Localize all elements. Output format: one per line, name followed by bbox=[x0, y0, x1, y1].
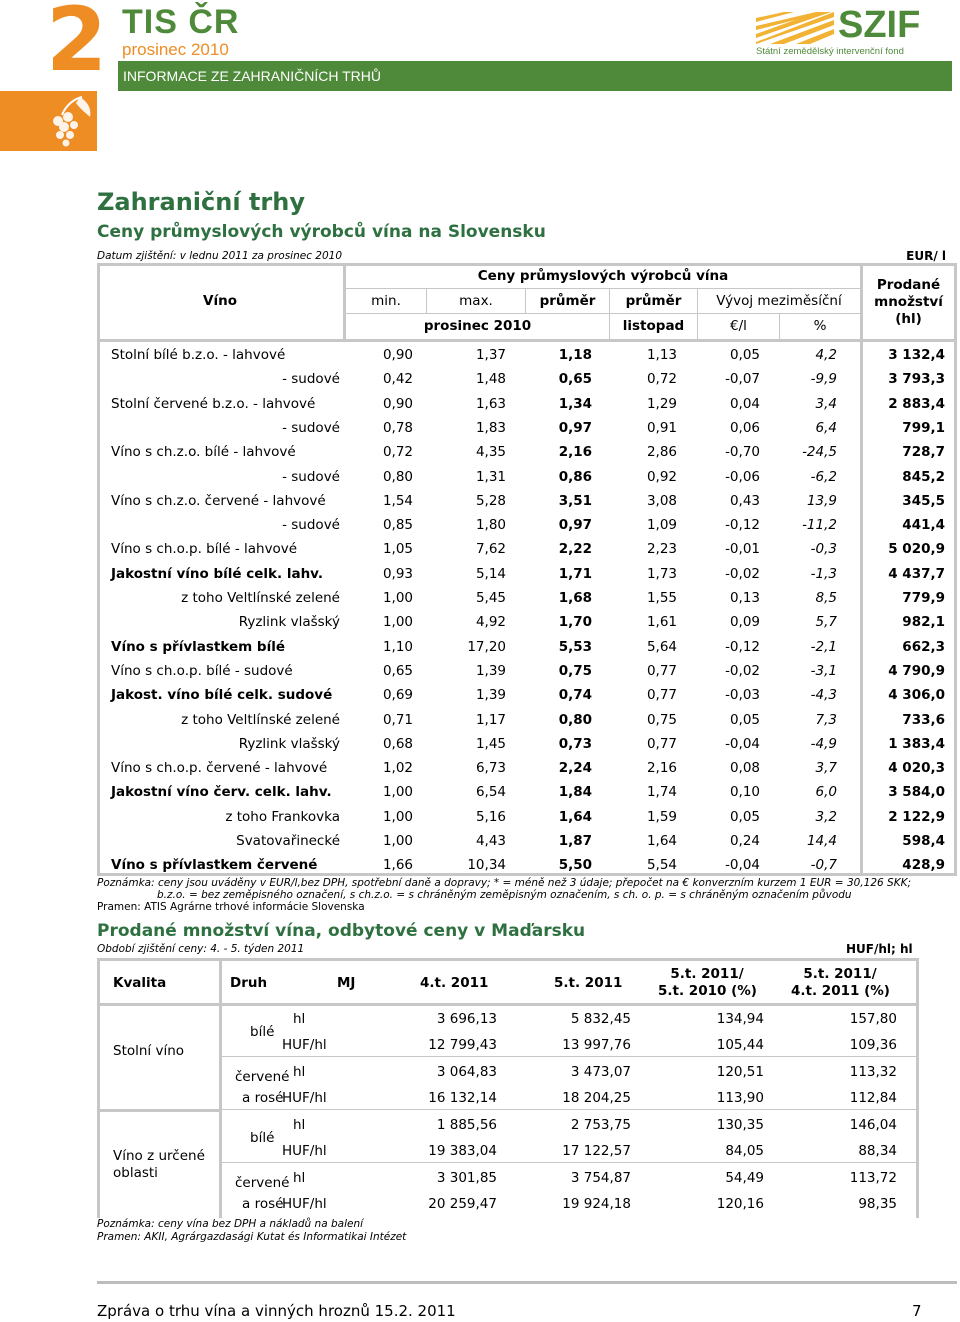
cell-d-eur: -0,12 bbox=[725, 638, 760, 655]
cell-qty: 2 122,9 bbox=[888, 808, 945, 825]
t2-header-week4: 4.t. 2011 bbox=[420, 975, 489, 991]
cell-min: 1,00 bbox=[382, 614, 413, 631]
cell-avg: 1,84 bbox=[558, 784, 592, 801]
cell-d-pct: -9,9 bbox=[810, 371, 837, 388]
cell-w5: 3 473,07 bbox=[570, 1064, 631, 1080]
cell-avg: 3,51 bbox=[558, 492, 592, 509]
cell-d-eur: 0,10 bbox=[729, 784, 760, 801]
cell-r1: 120,51 bbox=[716, 1064, 764, 1080]
cell-qty: 3 793,3 bbox=[888, 371, 945, 388]
cell-avg: 0,80 bbox=[558, 711, 592, 728]
cell-max: 4,92 bbox=[475, 614, 506, 631]
cell-d-pct: 8,5 bbox=[815, 590, 837, 606]
cell-min: 0,93 bbox=[382, 565, 413, 582]
cell-qty: 3 584,0 bbox=[888, 784, 945, 801]
table2-source: Pramen: AKII, Agrárgazdasági Kutat és Informatikai Intézet bbox=[97, 1231, 407, 1243]
cell-r2: 88,34 bbox=[858, 1143, 897, 1159]
cell-avg: 1,18 bbox=[558, 347, 592, 363]
cell-w4: 3 696,13 bbox=[436, 1011, 497, 1027]
cell-d-pct: -6,2 bbox=[810, 468, 837, 485]
cell-qty: 4 306,0 bbox=[888, 687, 945, 704]
cell-prev: 1,13 bbox=[646, 347, 677, 363]
cell-mj: hl bbox=[293, 1064, 306, 1080]
cell-prev: 1,73 bbox=[646, 565, 677, 582]
cell-w4: 19 383,04 bbox=[428, 1143, 497, 1159]
t2-type-white-2: bílé bbox=[250, 1130, 275, 1146]
cell-w4: 3 301,85 bbox=[436, 1170, 497, 1186]
cell-r2: 113,72 bbox=[849, 1170, 897, 1186]
column-header-eur: €/l bbox=[730, 318, 747, 334]
cell-avg: 2,22 bbox=[558, 541, 592, 558]
row-label: Víno s ch.o.p. červené - lahvové bbox=[111, 760, 328, 777]
cell-max: 6,54 bbox=[475, 784, 506, 801]
cell-d-pct: 3,4 bbox=[815, 395, 837, 412]
cell-d-eur: 0,24 bbox=[729, 833, 760, 849]
cell-qty: 728,7 bbox=[902, 444, 945, 461]
t2-header-quality: Kvalita bbox=[113, 975, 167, 991]
footer-divider bbox=[97, 1281, 957, 1284]
table1-note-1: Poznámka: ceny jsou uváděny v EUR/l,bez DPH, spotřební daně a dopravy; * = méně než 3 údaje; přepočet na € konverzním kurzem 1 EUR = 30,126 SKK; bbox=[97, 877, 911, 889]
cell-d-eur: -0,01 bbox=[725, 541, 760, 558]
cell-d-pct: -0,7 bbox=[810, 857, 837, 874]
cell-w5: 19 924,18 bbox=[562, 1196, 631, 1212]
cell-min: 1,00 bbox=[382, 833, 413, 849]
cell-r1: 84,05 bbox=[725, 1143, 764, 1159]
cell-max: 1,80 bbox=[475, 517, 506, 534]
cell-prev: 2,23 bbox=[646, 541, 677, 558]
t2-type-red-2: červené bbox=[235, 1175, 290, 1191]
cell-max: 1,45 bbox=[475, 735, 506, 752]
cell-min: 1,02 bbox=[382, 760, 413, 777]
cell-w4: 1 885,56 bbox=[436, 1117, 497, 1133]
column-header-pct: % bbox=[813, 318, 827, 334]
cell-d-eur: 0,05 bbox=[729, 808, 760, 825]
cell-max: 1,37 bbox=[475, 347, 506, 363]
cell-avg: 1,34 bbox=[558, 395, 592, 412]
column-header-quantity: Prodané množství (hl) bbox=[874, 277, 943, 327]
cell-w4: 3 064,83 bbox=[436, 1064, 497, 1080]
column-header-wine: Víno bbox=[203, 293, 237, 309]
cell-qty: 345,5 bbox=[902, 492, 945, 509]
cell-max: 1,83 bbox=[475, 419, 506, 436]
cell-qty: 4 020,3 bbox=[888, 760, 945, 777]
cell-min: 0,80 bbox=[382, 468, 413, 485]
cell-max: 1,63 bbox=[475, 395, 506, 412]
row-label: Svatovařinecké bbox=[236, 833, 340, 849]
cell-w5: 5 832,45 bbox=[570, 1011, 631, 1027]
table2-unit: HUF/hl; hl bbox=[846, 942, 913, 956]
cell-min: 1,00 bbox=[382, 590, 413, 606]
row-label: Jakost. víno bílé celk. sudové bbox=[111, 687, 333, 704]
cell-mj: HUF/hl bbox=[282, 1143, 327, 1159]
t2-header-ratio1-a: 5.t. 2011/ bbox=[670, 966, 744, 982]
cell-d-eur: 0,04 bbox=[729, 395, 760, 412]
cell-avg: 1,68 bbox=[558, 590, 592, 606]
row-label: - sudové bbox=[282, 419, 340, 436]
cell-d-eur: 0,13 bbox=[729, 590, 760, 606]
cell-min: 1,05 bbox=[382, 541, 413, 558]
cell-d-eur: 0,05 bbox=[729, 347, 760, 363]
cell-prev: 3,08 bbox=[646, 492, 677, 509]
cell-qty: 4 790,9 bbox=[888, 662, 945, 679]
t2-quality-table-wine: Stolní víno bbox=[113, 1043, 185, 1059]
cell-min: 0,90 bbox=[382, 395, 413, 412]
cell-r2: 112,84 bbox=[849, 1090, 897, 1106]
column-header-min: min. bbox=[371, 293, 401, 309]
cell-avg: 1,64 bbox=[558, 808, 592, 825]
cell-qty: 4 437,7 bbox=[888, 565, 945, 582]
t2-header-week5: 5.t. 2011 bbox=[554, 975, 623, 991]
row-label: Víno s ch.o.p. bílé - sudové bbox=[111, 662, 293, 679]
cell-max: 1,39 bbox=[475, 687, 506, 704]
cell-prev: 0,77 bbox=[646, 662, 677, 679]
cell-qty: 5 020,9 bbox=[888, 541, 945, 558]
cell-d-pct: -0,3 bbox=[810, 541, 837, 558]
cell-w5: 2 753,75 bbox=[570, 1117, 631, 1133]
cell-r1: 120,16 bbox=[716, 1196, 764, 1212]
header-band bbox=[118, 61, 952, 91]
t2-quality-region-wine-2: oblasti bbox=[113, 1165, 158, 1181]
cell-r2: 98,35 bbox=[858, 1196, 897, 1212]
cell-prev: 0,75 bbox=[646, 711, 677, 728]
cell-min: 0,72 bbox=[382, 444, 413, 461]
cell-min: 1,00 bbox=[382, 784, 413, 801]
cell-prev: 1,29 bbox=[646, 395, 677, 412]
cell-max: 6,73 bbox=[475, 760, 506, 777]
row-label: Ryzlink vlašský bbox=[238, 614, 340, 631]
cell-avg: 5,53 bbox=[558, 638, 592, 655]
t2-type-rose-2: a rosé bbox=[242, 1196, 284, 1212]
row-label: Víno s přívlastkem bílé bbox=[111, 638, 285, 655]
szif-stripes-icon bbox=[756, 12, 834, 44]
cell-qty: 3 132,4 bbox=[888, 347, 945, 363]
cell-mj: HUF/hl bbox=[282, 1090, 327, 1106]
table2-title: Prodané množství vína, odbytové ceny v Maďarsku bbox=[97, 921, 586, 941]
cell-w5: 13 997,76 bbox=[562, 1037, 631, 1053]
row-label: - sudové bbox=[282, 371, 340, 388]
cell-d-pct: 3,7 bbox=[815, 760, 837, 777]
cell-max: 10,34 bbox=[467, 857, 506, 874]
cell-mj: hl bbox=[293, 1170, 306, 1186]
cell-w5: 3 754,87 bbox=[570, 1170, 631, 1186]
cell-max: 1,31 bbox=[475, 468, 506, 485]
cell-prev: 5,64 bbox=[646, 638, 677, 655]
publication-name: TIS ČR bbox=[122, 3, 240, 41]
cell-min: 0,71 bbox=[382, 711, 413, 728]
row-label: Stolní bílé b.z.o. - lahvové bbox=[111, 347, 286, 363]
cell-d-pct: -24,5 bbox=[802, 444, 837, 461]
cell-avg: 1,70 bbox=[558, 614, 592, 631]
cell-qty: 982,1 bbox=[902, 614, 945, 631]
cell-r1: 130,35 bbox=[716, 1117, 764, 1133]
cell-prev: 0,91 bbox=[646, 419, 677, 436]
cell-avg: 0,97 bbox=[558, 419, 592, 436]
row-label: Ryzlink vlašský bbox=[238, 735, 340, 752]
cell-mj: HUF/hl bbox=[282, 1196, 327, 1212]
cell-qty: 1 383,4 bbox=[888, 735, 945, 752]
cell-d-pct: 6,0 bbox=[815, 784, 837, 801]
cell-r1: 105,44 bbox=[716, 1037, 764, 1053]
cell-qty: 441,4 bbox=[902, 517, 945, 534]
cell-min: 0,85 bbox=[382, 517, 413, 534]
cell-avg: 2,16 bbox=[558, 444, 592, 461]
t2-header-ratio2-a: 5.t. 2011/ bbox=[803, 966, 877, 982]
column-group-header: Ceny průmyslových výrobců vína bbox=[477, 268, 729, 284]
table1-note-2: b.z.o. = bez zeměpisného označení, s ch.z.o. = s chráněným zeměpisným označením, s ch. o. p. = s chráněným označením původu bbox=[157, 889, 852, 901]
cell-mj: hl bbox=[293, 1011, 306, 1027]
row-label: z toho Veltlínské zelené bbox=[181, 711, 340, 728]
row-label: Víno s ch.o.p. bílé - lahvové bbox=[111, 541, 298, 558]
cell-w4: 12 799,43 bbox=[428, 1037, 497, 1053]
cell-d-eur: -0,70 bbox=[725, 444, 760, 461]
cell-max: 7,62 bbox=[475, 541, 506, 558]
column-header-average: průměr bbox=[539, 293, 596, 309]
t2-type-red-1: červené bbox=[235, 1069, 290, 1085]
cell-prev: 0,92 bbox=[646, 468, 677, 485]
header-band-text: INFORMACE ZE ZAHRANIČNÍCH TRHŮ bbox=[123, 68, 381, 84]
hungary-wine-sales-table bbox=[97, 958, 919, 1218]
cell-w5: 18 204,25 bbox=[562, 1090, 631, 1106]
cell-min: 1,10 bbox=[382, 638, 413, 655]
cell-d-pct: 3,2 bbox=[815, 808, 837, 825]
cell-avg: 0,65 bbox=[558, 371, 592, 388]
cell-prev: 1,64 bbox=[646, 833, 677, 849]
cell-d-eur: -0,02 bbox=[725, 662, 760, 679]
column-header-average-prev: průměr bbox=[625, 293, 682, 309]
cell-r1: 134,94 bbox=[716, 1011, 764, 1027]
cell-max: 1,39 bbox=[475, 662, 506, 679]
cell-d-eur: -0,12 bbox=[725, 517, 760, 534]
cell-max: 5,28 bbox=[475, 492, 506, 509]
cell-max: 1,48 bbox=[475, 371, 506, 388]
cell-qty: 845,2 bbox=[902, 468, 945, 485]
cell-min: 0,42 bbox=[382, 371, 413, 388]
column-header-change: Vývoj meziměsíční bbox=[716, 293, 842, 309]
cell-avg: 5,50 bbox=[558, 857, 592, 874]
cell-d-pct: 13,9 bbox=[806, 492, 837, 509]
cell-d-eur: -0,03 bbox=[725, 687, 760, 704]
cell-d-pct: -11,2 bbox=[802, 517, 837, 534]
cell-min: 0,90 bbox=[382, 347, 413, 363]
cell-r2: 113,32 bbox=[849, 1064, 897, 1080]
cell-min: 1,66 bbox=[382, 857, 413, 874]
cell-mj: HUF/hl bbox=[282, 1037, 327, 1053]
row-label: - sudové bbox=[282, 468, 340, 485]
cell-d-pct: 7,3 bbox=[815, 711, 837, 728]
cell-prev: 1,74 bbox=[646, 784, 677, 801]
cell-d-pct: -3,1 bbox=[810, 662, 837, 679]
cell-min: 1,54 bbox=[382, 492, 413, 509]
t2-quality-region-wine: Víno z určené bbox=[113, 1148, 205, 1164]
row-label: z toho Frankovka bbox=[225, 808, 340, 825]
cell-max: 17,20 bbox=[467, 638, 506, 655]
cell-w5: 17 122,57 bbox=[562, 1143, 631, 1159]
cell-prev: 2,16 bbox=[646, 760, 677, 777]
table2-period-note: Období zjištění ceny: 4. - 5. týden 2011 bbox=[97, 943, 305, 955]
cell-prev: 0,77 bbox=[646, 687, 677, 704]
cell-r1: 54,49 bbox=[725, 1170, 764, 1186]
cell-avg: 0,86 bbox=[558, 468, 592, 485]
page-number: 7 bbox=[912, 1302, 922, 1320]
cell-prev: 1,59 bbox=[646, 808, 677, 825]
grape-leaf-logo bbox=[0, 91, 97, 151]
footer-text: Zpráva o trhu vína a vinných hroznů 15.2. 2011 bbox=[97, 1302, 456, 1320]
row-label: Jakostní víno červ. celk. lahv. bbox=[111, 784, 332, 801]
cell-d-pct: -1,3 bbox=[810, 565, 837, 582]
cell-d-eur: 0,06 bbox=[729, 419, 760, 436]
cell-qty: 598,4 bbox=[902, 833, 945, 849]
cell-max: 4,43 bbox=[475, 833, 506, 849]
table1-source: Pramen: ATIS Agrárne trhové informácie Slovenska bbox=[97, 901, 365, 913]
slovak-wine-price-table bbox=[97, 263, 957, 876]
cell-avg: 0,97 bbox=[558, 517, 592, 534]
cell-max: 5,14 bbox=[475, 565, 506, 582]
cell-d-pct: -2,1 bbox=[810, 638, 837, 655]
cell-d-eur: 0,43 bbox=[729, 492, 760, 509]
cell-d-eur: -0,07 bbox=[725, 371, 760, 388]
cell-w4: 16 132,14 bbox=[428, 1090, 497, 1106]
cell-prev: 1,61 bbox=[646, 614, 677, 631]
cell-prev: 0,77 bbox=[646, 735, 677, 752]
cell-prev: 5,54 bbox=[646, 857, 677, 874]
cell-min: 0,68 bbox=[382, 735, 413, 752]
cell-max: 5,45 bbox=[475, 590, 506, 606]
cell-avg: 1,87 bbox=[558, 833, 592, 849]
cell-avg: 1,71 bbox=[558, 565, 592, 582]
cell-max: 5,16 bbox=[475, 808, 506, 825]
row-label: Víno s ch.z.o. červené - lahvové bbox=[111, 492, 326, 509]
column-header-max: max. bbox=[459, 293, 493, 309]
cell-prev: 1,55 bbox=[646, 590, 677, 606]
issue-number: 2 bbox=[46, 0, 108, 87]
cell-qty: 428,9 bbox=[902, 857, 945, 874]
cell-r2: 109,36 bbox=[849, 1037, 897, 1053]
cell-min: 1,00 bbox=[382, 808, 413, 825]
section-title: Zahraniční trhy bbox=[97, 188, 305, 216]
cell-prev: 1,09 bbox=[646, 517, 677, 534]
column-header-period-dec: prosinec 2010 bbox=[423, 318, 532, 334]
cell-d-eur: -0,04 bbox=[725, 857, 760, 874]
t2-header-type: Druh bbox=[230, 975, 268, 991]
cell-min: 0,65 bbox=[382, 662, 413, 679]
table1-date-note: Datum zjištění: v lednu 2011 za prosinec 2010 bbox=[97, 250, 343, 262]
cell-qty: 2 883,4 bbox=[888, 395, 945, 412]
cell-d-eur: 0,09 bbox=[729, 614, 760, 631]
column-header-period-nov: listopad bbox=[622, 318, 685, 334]
cell-max: 4,35 bbox=[475, 444, 506, 461]
table1-unit: EUR/ l bbox=[906, 249, 946, 263]
t2-type-white-1: bílé bbox=[250, 1024, 275, 1040]
cell-avg: 0,74 bbox=[558, 687, 592, 704]
cell-avg: 0,73 bbox=[558, 735, 592, 752]
t2-header-ratio1-b: 5.t. 2010 (%) bbox=[658, 983, 757, 999]
cell-d-pct: -4,3 bbox=[810, 687, 837, 704]
cell-min: 0,69 bbox=[382, 687, 413, 704]
cell-d-eur: 0,08 bbox=[729, 760, 760, 777]
row-label: Víno s přívlastkem červené bbox=[111, 857, 318, 874]
szif-subtitle: Státní zemědělský intervenční fond bbox=[756, 46, 904, 57]
cell-qty: 733,6 bbox=[902, 711, 945, 728]
cell-mj: hl bbox=[293, 1117, 306, 1133]
row-label: - sudové bbox=[282, 517, 340, 534]
t2-header-ratio2-b: 4.t. 2011 (%) bbox=[791, 983, 890, 999]
table1-title: Ceny průmyslových výrobců vína na Slovensku bbox=[97, 222, 546, 242]
t2-header-unit: MJ bbox=[337, 975, 356, 991]
cell-r2: 146,04 bbox=[849, 1117, 897, 1133]
cell-w4: 20 259,47 bbox=[428, 1196, 497, 1212]
cell-min: 0,78 bbox=[382, 419, 413, 436]
cell-r2: 157,80 bbox=[849, 1011, 897, 1027]
cell-d-pct: -4,9 bbox=[810, 735, 837, 752]
row-label: Jakostní víno bílé celk. lahv. bbox=[111, 565, 324, 582]
cell-max: 1,17 bbox=[475, 711, 506, 728]
szif-logo-text: SZIF bbox=[838, 4, 921, 46]
t2-type-rose-1: a rosé bbox=[242, 1090, 284, 1106]
cell-r1: 113,90 bbox=[716, 1090, 764, 1106]
grape-leaf-icon bbox=[0, 91, 97, 151]
cell-qty: 662,3 bbox=[902, 638, 945, 655]
cell-avg: 2,24 bbox=[558, 760, 592, 777]
cell-d-eur: 0,05 bbox=[729, 711, 760, 728]
publication-month: prosinec 2010 bbox=[122, 40, 229, 59]
cell-d-pct: 4,2 bbox=[815, 347, 837, 363]
cell-prev: 2,86 bbox=[646, 444, 677, 461]
cell-prev: 0,72 bbox=[646, 371, 677, 388]
table2-note: Poznámka: ceny vína bez DPH a nákladů na balení bbox=[97, 1218, 364, 1230]
cell-d-pct: 14,4 bbox=[806, 833, 837, 849]
row-label: Víno s ch.z.o. bílé - lahvové bbox=[111, 444, 296, 461]
cell-d-eur: -0,06 bbox=[725, 468, 760, 485]
cell-d-eur: -0,02 bbox=[725, 565, 760, 582]
row-label: Stolní červené b.z.o. - lahvové bbox=[111, 395, 316, 412]
cell-avg: 0,75 bbox=[558, 662, 592, 679]
cell-qty: 799,1 bbox=[902, 419, 945, 436]
cell-d-pct: 6,4 bbox=[815, 419, 837, 436]
row-label: z toho Veltlínské zelené bbox=[181, 590, 340, 606]
cell-d-pct: 5,7 bbox=[815, 614, 837, 631]
cell-d-eur: -0,04 bbox=[725, 735, 760, 752]
cell-qty: 779,9 bbox=[902, 590, 945, 606]
